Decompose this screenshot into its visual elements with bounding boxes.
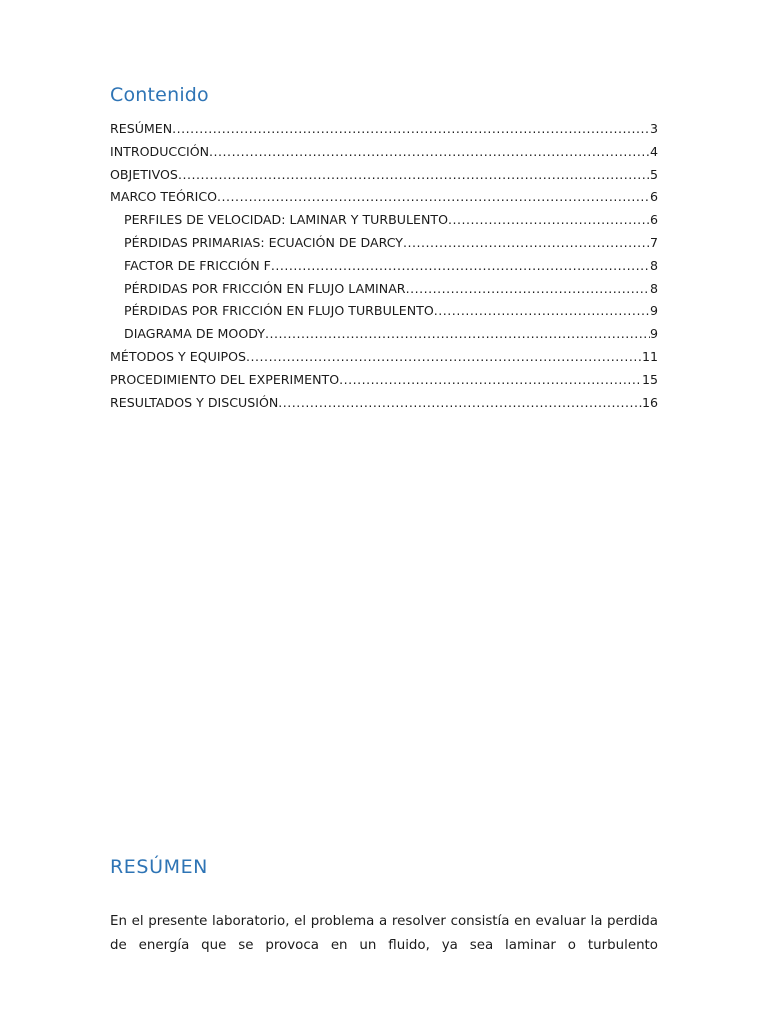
toc-entry-title: PÉRDIDAS POR FRICCIÓN EN FLUJO LAMINAR bbox=[124, 280, 406, 296]
toc-entry-title: MARCO TEÓRICO bbox=[110, 189, 218, 205]
toc-entry-perdidas-flujo-laminar[interactable] bbox=[110, 278, 658, 301]
toc-dot-leader bbox=[217, 186, 650, 209]
toc-entry-page: 6 bbox=[649, 189, 658, 205]
toc-entry-page: 15 bbox=[641, 371, 658, 387]
toc-entry-title: RESÚMEN bbox=[110, 121, 173, 136]
toc-entry-introduccion[interactable] bbox=[110, 141, 658, 164]
toc-dot-leader bbox=[178, 164, 650, 187]
toc-entry-title: RESULTADOS Y DISCUSIÓN bbox=[110, 394, 279, 410]
toc-dot-leader bbox=[406, 278, 650, 301]
toc-dot-leader bbox=[246, 346, 642, 369]
toc-dot-leader bbox=[339, 369, 642, 392]
toc-dot-leader bbox=[448, 209, 650, 232]
toc-entry-page: 7 bbox=[649, 234, 658, 250]
toc-entry-page: 4 bbox=[649, 143, 658, 159]
toc-entry-procedimiento[interactable] bbox=[110, 369, 658, 392]
section-heading-resumen: RESÚMEN bbox=[110, 856, 208, 878]
toc-entry-title: OBJETIVOS bbox=[110, 166, 178, 182]
document-page bbox=[110, 0, 658, 1024]
toc-entry-page: 8 bbox=[649, 280, 658, 296]
toc-entry-marco-teorico[interactable] bbox=[110, 186, 658, 209]
toc-entry-page: 8 bbox=[649, 257, 658, 273]
toc-entry-title: INTRODUCCIÓN bbox=[110, 143, 210, 159]
toc-entry-page: 11 bbox=[641, 348, 658, 364]
toc-dot-leader bbox=[434, 300, 650, 323]
toc-heading: Contenido bbox=[110, 84, 209, 106]
toc-dot-leader bbox=[265, 323, 650, 346]
toc-dot-leader bbox=[278, 392, 642, 415]
toc-entry-page: 16 bbox=[641, 394, 658, 410]
toc-entry-title: FACTOR DE FRICCIÓN F bbox=[124, 257, 271, 273]
toc-entry-objetivos[interactable] bbox=[110, 164, 658, 187]
toc-entry-diagrama-de-moody[interactable] bbox=[110, 323, 658, 346]
toc-entry-page: 3 bbox=[649, 121, 658, 136]
toc-dot-leader bbox=[209, 141, 650, 164]
toc-entry-page: 9 bbox=[649, 326, 658, 342]
table-of-contents bbox=[110, 118, 658, 414]
summary-paragraph: En el presente laboratorio, el problema a resolver consistía en evaluar la perdida de energía que se provoca en un fluido, ya sea laminar o turbulento bbox=[110, 914, 658, 953]
toc-entry-page: 9 bbox=[649, 303, 658, 319]
toc-entry-metodos-y-equipos[interactable] bbox=[110, 346, 658, 369]
toc-entry-title: PERFILES DE VELOCIDAD: LAMINAR Y TURBULENTO bbox=[124, 212, 448, 228]
toc-dot-leader bbox=[403, 232, 650, 255]
toc-entry-perdidas-primarias[interactable] bbox=[110, 232, 658, 255]
toc-entry-resumen[interactable] bbox=[110, 118, 658, 141]
toc-entry-perfiles-de-velocidad[interactable] bbox=[110, 209, 658, 232]
toc-entry-factor-de-friccion[interactable] bbox=[110, 255, 658, 278]
toc-entry-title: PÉRDIDAS POR FRICCIÓN EN FLUJO TURBULENTO bbox=[124, 303, 434, 319]
toc-entry-title: PÉRDIDAS PRIMARIAS: ECUACIÓN DE DARCY bbox=[124, 234, 404, 250]
toc-dot-leader bbox=[172, 118, 650, 141]
toc-entry-title: DIAGRAMA DE MOODY bbox=[124, 326, 265, 342]
toc-entry-page: 5 bbox=[649, 166, 658, 182]
toc-entry-title: PROCEDIMIENTO DEL EXPERIMENTO bbox=[110, 371, 340, 387]
toc-entry-page: 6 bbox=[649, 212, 658, 228]
toc-dot-leader bbox=[271, 255, 650, 278]
toc-entry-perdidas-flujo-turbulento[interactable] bbox=[110, 300, 658, 323]
toc-entry-title: MÉTODOS Y EQUIPOS bbox=[110, 348, 247, 364]
toc-entry-resultados-y-discusion[interactable] bbox=[110, 392, 658, 415]
